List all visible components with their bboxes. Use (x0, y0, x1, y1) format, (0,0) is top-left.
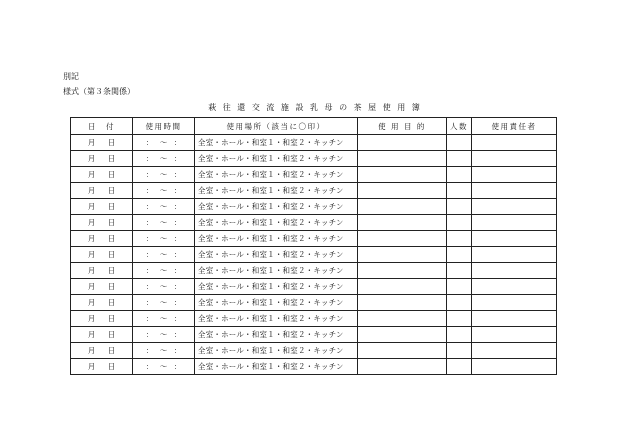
month-marker: 月 (87, 346, 96, 355)
date-cell[interactable] (71, 135, 133, 151)
person-cell[interactable] (472, 199, 557, 215)
place-options-cell[interactable]: 全室・ホール・和室１・和室２・キッチン (195, 247, 358, 263)
count-cell[interactable] (447, 343, 472, 359)
time-range-separator: ～ (159, 314, 168, 323)
table-row (71, 167, 557, 183)
time-range-separator: ～ (159, 346, 168, 355)
start-time-marker: ： (145, 346, 154, 355)
start-time-marker: ： (145, 250, 154, 259)
date-cell[interactable] (71, 295, 133, 311)
month-marker: 月 (87, 218, 96, 227)
start-time-marker: ： (145, 218, 154, 227)
day-marker: 日 (107, 330, 116, 339)
table-row (71, 231, 557, 247)
person-cell[interactable] (472, 167, 557, 183)
start-time-marker: ： (145, 186, 154, 195)
month-marker: 月 (87, 202, 96, 211)
table-row (71, 247, 557, 263)
day-marker: 日 (107, 346, 116, 355)
count-cell[interactable] (447, 327, 472, 343)
place-options-cell[interactable]: 全室・ホール・和室１・和室２・キッチン (195, 167, 358, 183)
purpose-cell[interactable] (358, 199, 447, 215)
date-cell[interactable] (71, 199, 133, 215)
purpose-cell[interactable] (358, 183, 447, 199)
start-time-marker: ： (145, 138, 154, 147)
purpose-cell[interactable] (358, 231, 447, 247)
time-cell[interactable] (133, 247, 195, 263)
purpose-cell[interactable] (358, 279, 447, 295)
form-label: 様式（第３条関係） (63, 87, 135, 96)
table-row (71, 215, 557, 231)
month-marker: 月 (87, 266, 96, 275)
person-cell[interactable] (472, 231, 557, 247)
end-time-marker: ： (173, 250, 182, 259)
table-row (71, 135, 557, 151)
count-cell[interactable] (447, 167, 472, 183)
time-range-separator: ～ (159, 186, 168, 195)
time-cell[interactable] (133, 359, 195, 375)
time-cell[interactable] (133, 167, 195, 183)
date-cell[interactable] (71, 215, 133, 231)
usage-register-table (70, 117, 557, 375)
end-time-marker: ： (173, 330, 182, 339)
month-marker: 月 (87, 234, 96, 243)
day-marker: 日 (107, 298, 116, 307)
end-time-marker: ： (173, 234, 182, 243)
date-cell[interactable] (71, 359, 133, 375)
time-cell[interactable] (133, 311, 195, 327)
day-marker: 日 (107, 218, 116, 227)
place-options-cell[interactable]: 全室・ホール・和室１・和室２・キッチン (195, 359, 358, 375)
appendix-label: 別記 (63, 72, 79, 81)
purpose-cell[interactable] (358, 359, 447, 375)
count-cell[interactable] (447, 199, 472, 215)
date-cell[interactable] (71, 279, 133, 295)
table-row (71, 327, 557, 343)
start-time-marker: ： (145, 282, 154, 291)
purpose-cell[interactable] (358, 167, 447, 183)
count-cell[interactable] (447, 263, 472, 279)
month-marker: 月 (87, 170, 96, 179)
month-marker: 月 (87, 138, 96, 147)
person-cell[interactable] (472, 183, 557, 199)
person-cell[interactable] (472, 279, 557, 295)
month-marker: 月 (87, 282, 96, 291)
time-cell[interactable] (133, 215, 195, 231)
month-marker: 月 (87, 250, 96, 259)
count-cell[interactable] (447, 135, 472, 151)
time-cell[interactable] (133, 231, 195, 247)
time-range-separator: ～ (159, 234, 168, 243)
end-time-marker: ： (173, 298, 182, 307)
purpose-cell[interactable] (358, 151, 447, 167)
place-options-cell[interactable]: 全室・ホール・和室１・和室２・キッチン (195, 151, 358, 167)
table-row (71, 343, 557, 359)
month-marker: 月 (87, 314, 96, 323)
table-row (71, 311, 557, 327)
date-cell[interactable] (71, 311, 133, 327)
day-marker: 日 (107, 282, 116, 291)
start-time-marker: ： (145, 314, 154, 323)
time-cell[interactable] (133, 199, 195, 215)
end-time-marker: ： (173, 314, 182, 323)
time-cell[interactable] (133, 183, 195, 199)
start-time-marker: ： (145, 266, 154, 275)
place-options-cell[interactable]: 全室・ホール・和室１・和室２・キッチン (195, 199, 358, 215)
column-header-purpose: 使 用 目 的 (358, 118, 447, 135)
place-options-cell[interactable]: 全室・ホール・和室１・和室２・キッチン (195, 135, 358, 151)
time-range-separator: ～ (159, 138, 168, 147)
table-row (71, 359, 557, 375)
person-cell[interactable] (472, 151, 557, 167)
start-time-marker: ： (145, 234, 154, 243)
day-marker: 日 (107, 250, 116, 259)
purpose-cell[interactable] (358, 215, 447, 231)
place-options-cell[interactable]: 全室・ホール・和室１・和室２・キッチン (195, 343, 358, 359)
time-cell[interactable] (133, 279, 195, 295)
column-header-date: 日 付 (71, 118, 133, 135)
place-options-cell[interactable]: 全室・ホール・和室１・和室２・キッチン (195, 231, 358, 247)
table-row (71, 183, 557, 199)
date-cell[interactable] (71, 247, 133, 263)
table-row (71, 151, 557, 167)
month-marker: 月 (87, 298, 96, 307)
end-time-marker: ： (173, 266, 182, 275)
time-range-separator: ～ (159, 266, 168, 275)
count-cell[interactable] (447, 215, 472, 231)
day-marker: 日 (107, 202, 116, 211)
time-range-separator: ～ (159, 250, 168, 259)
date-cell[interactable] (71, 263, 133, 279)
column-header-place: 使用場所（該当に〇印） (195, 118, 358, 135)
time-cell[interactable] (133, 295, 195, 311)
date-cell[interactable] (71, 231, 133, 247)
column-header-person: 使用責任者 (472, 118, 557, 135)
count-cell[interactable] (447, 231, 472, 247)
end-time-marker: ： (173, 170, 182, 179)
month-marker: 月 (87, 154, 96, 163)
count-cell[interactable] (447, 151, 472, 167)
day-marker: 日 (107, 234, 116, 243)
time-range-separator: ～ (159, 298, 168, 307)
day-marker: 日 (107, 138, 116, 147)
end-time-marker: ： (173, 282, 182, 291)
place-options-cell[interactable]: 全室・ホール・和室１・和室２・キッチン (195, 327, 358, 343)
date-cell[interactable] (71, 343, 133, 359)
count-cell[interactable] (447, 279, 472, 295)
day-marker: 日 (107, 362, 116, 371)
document-title: 萩 往 還 交 流 施 設 乳 母 の 茶 屋 使 用 簿 (208, 103, 422, 112)
time-cell[interactable] (133, 135, 195, 151)
start-time-marker: ： (145, 202, 154, 211)
month-marker: 月 (87, 362, 96, 371)
count-cell[interactable] (447, 311, 472, 327)
time-cell[interactable] (133, 327, 195, 343)
time-range-separator: ～ (159, 202, 168, 211)
place-options-cell[interactable]: 全室・ホール・和室１・和室２・キッチン (195, 311, 358, 327)
start-time-marker: ： (145, 154, 154, 163)
time-range-separator: ～ (159, 362, 168, 371)
time-range-separator: ～ (159, 330, 168, 339)
table-row (71, 279, 557, 295)
end-time-marker: ： (173, 138, 182, 147)
day-marker: 日 (107, 154, 116, 163)
purpose-cell[interactable] (358, 263, 447, 279)
date-cell[interactable] (71, 167, 133, 183)
time-range-separator: ～ (159, 170, 168, 179)
end-time-marker: ： (173, 362, 182, 371)
column-header-count: 人数 (447, 118, 472, 135)
person-cell[interactable] (472, 135, 557, 151)
end-time-marker: ： (173, 202, 182, 211)
place-options-cell[interactable]: 全室・ホール・和室１・和室２・キッチン (195, 279, 358, 295)
count-cell[interactable] (447, 183, 472, 199)
count-cell[interactable] (447, 247, 472, 263)
table-row (71, 199, 557, 215)
day-marker: 日 (107, 186, 116, 195)
time-cell[interactable] (133, 151, 195, 167)
person-cell[interactable] (472, 263, 557, 279)
place-options-cell[interactable]: 全室・ホール・和室１・和室２・キッチン (195, 183, 358, 199)
place-options-cell[interactable]: 全室・ホール・和室１・和室２・キッチン (195, 263, 358, 279)
count-cell[interactable] (447, 295, 472, 311)
time-range-separator: ～ (159, 154, 168, 163)
time-range-separator: ～ (159, 282, 168, 291)
end-time-marker: ： (173, 218, 182, 227)
person-cell[interactable] (472, 215, 557, 231)
date-cell[interactable] (71, 183, 133, 199)
start-time-marker: ： (145, 298, 154, 307)
person-cell[interactable] (472, 343, 557, 359)
column-header-time: 使用時間 (133, 118, 195, 135)
day-marker: 日 (107, 314, 116, 323)
purpose-cell[interactable] (358, 311, 447, 327)
purpose-cell[interactable] (358, 343, 447, 359)
date-cell[interactable] (71, 151, 133, 167)
date-cell[interactable] (71, 327, 133, 343)
purpose-cell[interactable] (358, 327, 447, 343)
start-time-marker: ： (145, 330, 154, 339)
start-time-marker: ： (145, 170, 154, 179)
table-row (71, 295, 557, 311)
day-marker: 日 (107, 170, 116, 179)
place-options-cell[interactable]: 全室・ホール・和室１・和室２・キッチン (195, 215, 358, 231)
end-time-marker: ： (173, 154, 182, 163)
table-header-row (71, 118, 557, 135)
day-marker: 日 (107, 266, 116, 275)
time-cell[interactable] (133, 343, 195, 359)
person-cell[interactable] (472, 327, 557, 343)
place-options-cell[interactable]: 全室・ホール・和室１・和室２・キッチン (195, 295, 358, 311)
person-cell[interactable] (472, 247, 557, 263)
table-row (71, 263, 557, 279)
time-range-separator: ～ (159, 218, 168, 227)
person-cell[interactable] (472, 295, 557, 311)
purpose-cell[interactable] (358, 295, 447, 311)
end-time-marker: ： (173, 346, 182, 355)
month-marker: 月 (87, 330, 96, 339)
start-time-marker: ： (145, 362, 154, 371)
purpose-cell[interactable] (358, 247, 447, 263)
purpose-cell[interactable] (358, 135, 447, 151)
person-cell[interactable] (472, 359, 557, 375)
time-cell[interactable] (133, 263, 195, 279)
count-cell[interactable] (447, 359, 472, 375)
month-marker: 月 (87, 186, 96, 195)
person-cell[interactable] (472, 311, 557, 327)
table-body (71, 135, 557, 375)
end-time-marker: ： (173, 186, 182, 195)
